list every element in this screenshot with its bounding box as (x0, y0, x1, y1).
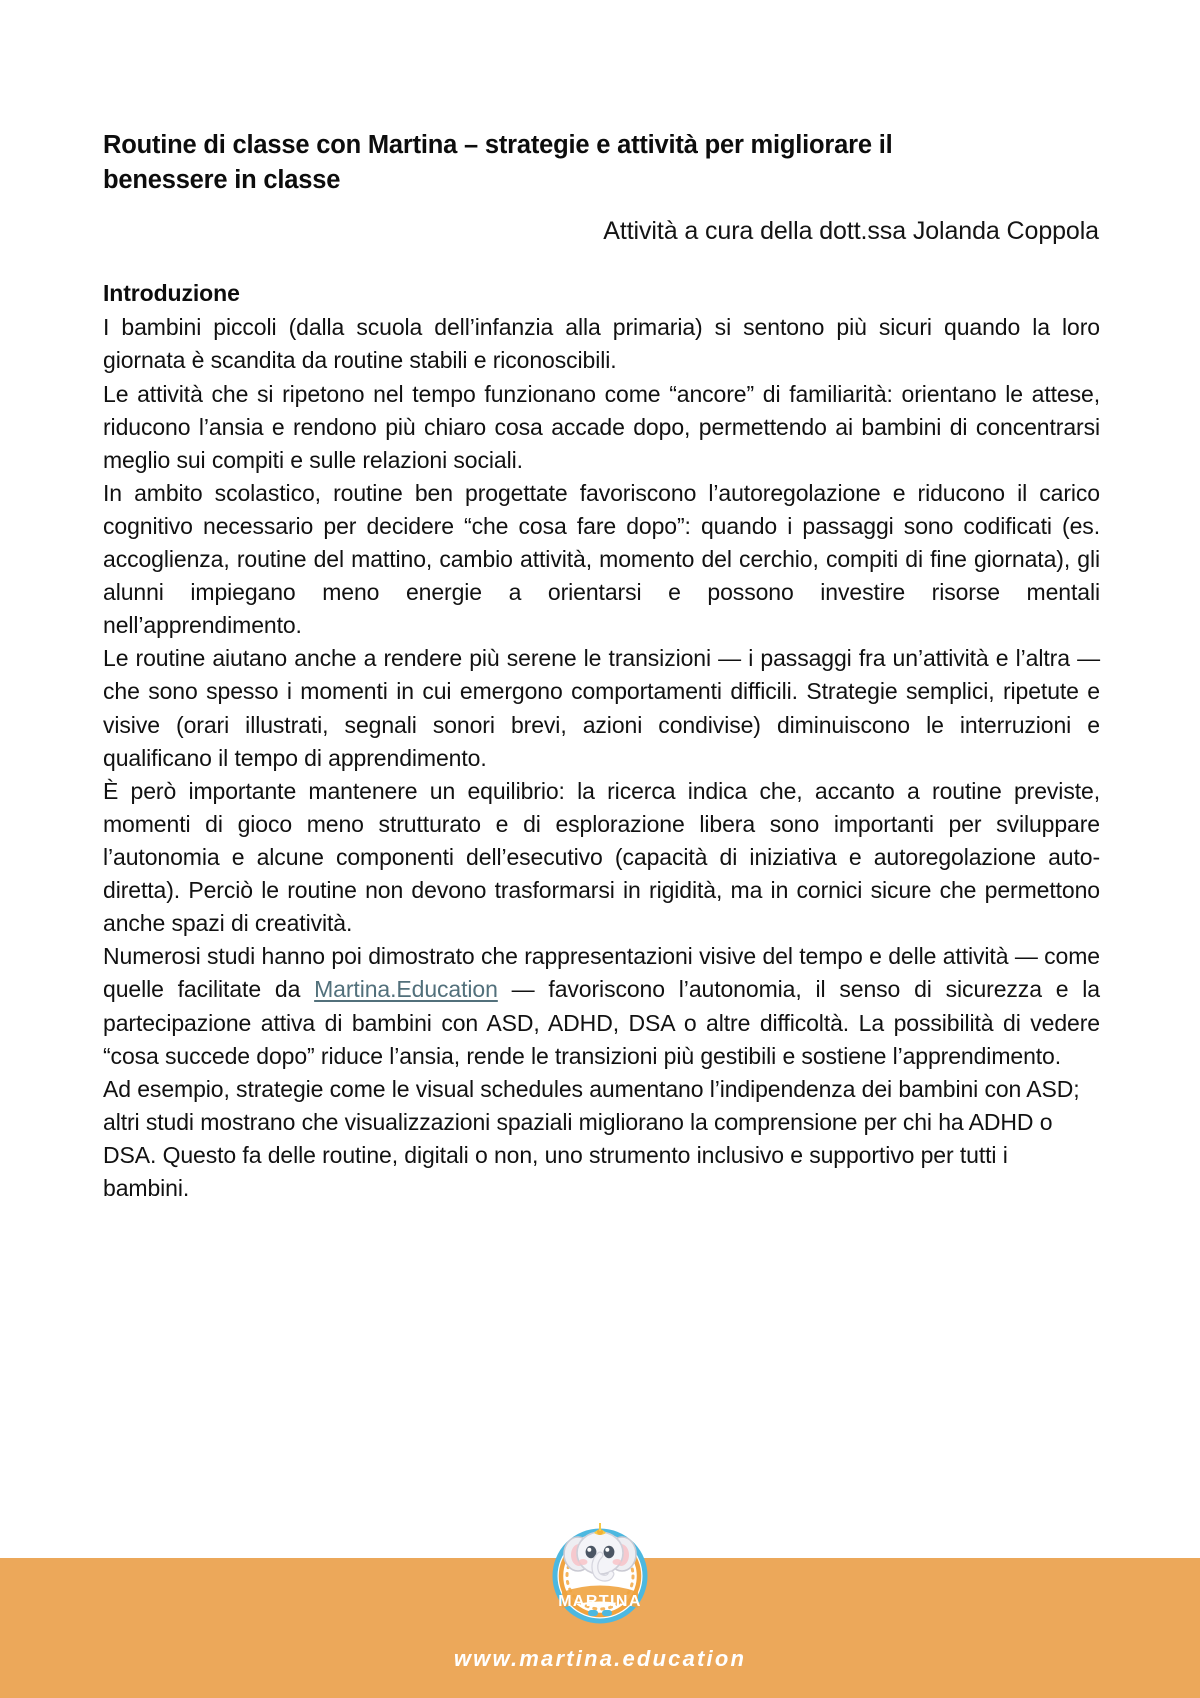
paragraph-6 (103, 940, 1100, 1072)
paragraph-2: Le attività che si ripetono nel tempo funzionano come “ancore” di familiarità: orientano le attese, riducono l’ansia e rendono più chiaro cosa accade dopo, permettendo ai bambini di concentrarsi meglio sui compiti e sulle relazioni sociali. (103, 380, 1100, 473)
elephant-mascot-icon (538, 1506, 662, 1630)
paragraph-5: È però importante mantenere un equilibrio: la ricerca indica che, accanto a routine previste, momenti di gioco meno strutturato e di esplorazione libera sono importanti per sviluppare l’autonomia e alcune componenti dell’esecutivo (capacità di iniziativa e autoregolazione auto-diretta). Perciò le routine non devono trasformarsi in rigidità, ma in cornici sicure che permettono anche spazi di creatività. (103, 777, 1100, 937)
footer-website-url: www.martina.education (453, 1646, 747, 1671)
martina-logo (538, 1506, 662, 1630)
paragraph-6-text-after-link: — favoriscono l’autonomia, il senso di sicurezza e la partecipazione attiva di bambini con ASD, ADHD, DSA o altre difficoltà. La possibilità di vedere “cosa succede dopo” riduce l’ansia, rende le transizioni più gestibili e sostiene l’apprendimento. (103, 976, 1100, 1069)
section-heading-introduzione: Introduzione (103, 280, 240, 307)
paragraph-7: Ad esempio, strategie come le visual schedules aumentano l’indipendenza dei bambini con ASD; altri studi mostrano che visualizzazioni spaziali migliorano la comprensione per chi ha ADHD o DSA. Questo fa delle routine, digitali o non, uno strumento inclusivo e supportivo per tutti i bambini. (103, 1075, 1080, 1202)
paragraph-6-text-before-link: Numerosi studi hanno poi dimostrato che rappresentazioni visive del tempo e delle attività — come quelle facilitate da (103, 943, 1100, 1003)
logo-wordmark-text: MARTINA (558, 1593, 642, 1610)
page-title: Routine di classe con Martina – strategie e attività per migliorare il benessere in classe (103, 131, 893, 194)
paragraph-3: In ambito scolastico, routine ben progettate favoriscono l’autoregolazione e riducono il carico cognitivo necessario per decidere “che cosa fare dopo”: quando i passaggi sono codificati (es. accoglienza, routine del mattino, cambio attività, momento del cerchio, compiti di fine giornata), gli alunni impiegano meno energie a orientarsi e possono investire risorse mentali nell’apprendimento. (103, 479, 1100, 639)
martina-education-link[interactable]: Martina.Education (314, 976, 498, 1003)
paragraph-1: I bambini piccoli (dalla scuola dell’infanzia alla primaria) si sentono più sicuri quando la loro giornata è scandita da routine stabili e riconoscibili. (103, 314, 1100, 374)
paragraph-4: Le routine aiutano anche a rendere più serene le transizioni — i passaggi fra un’attività e l’altra — che sono spesso i momenti in cui emergono comportamenti difficili. Strategie semplici, ripetute e visive (orari illustrati, segnali sonori brevi, azioni condivise) diminuiscono le interruzioni e qualificano il tempo di apprendimento. (103, 645, 1100, 771)
bottom-spacer (103, 1205, 1100, 1355)
author-byline: Attività a cura della dott.ssa Jolanda Coppola (603, 217, 1099, 246)
